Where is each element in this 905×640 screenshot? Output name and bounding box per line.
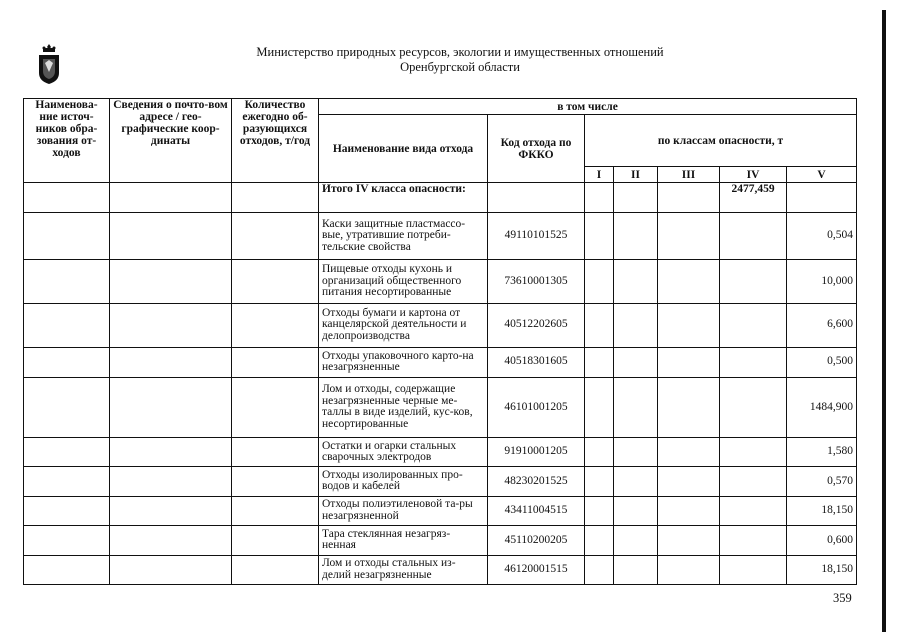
total-class-4: 2477,459 xyxy=(720,183,787,212)
header-quantity: Количество ежегодно об-разующихся отходов, т/год xyxy=(232,99,319,183)
class-5-value: 1484,900 xyxy=(787,377,857,437)
waste-name: Отходы полиэтиленовой та-ры незагрязненной xyxy=(319,496,488,525)
waste-code: 43411004515 xyxy=(488,496,585,525)
page-number: 359 xyxy=(833,591,852,605)
table-row xyxy=(24,260,857,304)
ministry-name: Министерство природных ресурсов, экологии и имущественных отношений xyxy=(256,45,664,59)
total-label: Итого IV класса опасности: xyxy=(319,183,488,212)
waste-code: 40518301605 xyxy=(488,347,585,377)
class-5-value: 10,000 xyxy=(787,260,857,304)
class-5-value: 0,570 xyxy=(787,467,857,496)
header-address: Сведения о почто-вом адресе / гео-графические коор-динаты xyxy=(110,99,232,183)
region-name: Оренбургской области xyxy=(400,60,520,74)
document-header xyxy=(150,45,770,75)
table-row xyxy=(24,496,857,525)
class-5-value: 6,600 xyxy=(787,303,857,347)
waste-code: 46101001205 xyxy=(488,377,585,437)
waste-name: Лом и отходы, содержащие незагрязненные черные ме-таллы в виде изделий, кус-ков, несортированные xyxy=(319,377,488,437)
waste-name: Отходы изолированных про-водов и кабелей xyxy=(319,467,488,496)
table-row xyxy=(24,303,857,347)
header-by-classes: по классам опасности, т xyxy=(585,115,857,167)
header-class-3: III xyxy=(658,166,720,182)
table-row xyxy=(24,467,857,496)
waste-name: Остатки и огарки стальных сварочных электродов xyxy=(319,437,488,466)
class-5-value: 18,150 xyxy=(787,496,857,525)
class-5-value: 0,500 xyxy=(787,347,857,377)
header-class-1: I xyxy=(585,166,614,182)
table-row xyxy=(24,526,857,555)
header-waste-code: Код отхода по ФККО xyxy=(488,115,585,183)
waste-name: Лом и отходы стальных из-делий незагрязненные xyxy=(319,555,488,585)
header-waste-name: Наименование вида отхода xyxy=(319,115,488,183)
waste-code: 48230201525 xyxy=(488,467,585,496)
table-row xyxy=(24,347,857,377)
waste-name: Отходы бумаги и картона от канцелярской деятельности и делопроизводства xyxy=(319,303,488,347)
table-row xyxy=(24,555,857,585)
header-class-5: V xyxy=(787,166,857,182)
table-row xyxy=(24,377,857,437)
total-row xyxy=(24,183,857,212)
waste-table xyxy=(23,98,857,585)
waste-code: 49110101525 xyxy=(488,212,585,260)
table-row xyxy=(24,437,857,466)
table-row xyxy=(24,212,857,260)
waste-code: 91910001205 xyxy=(488,437,585,466)
class-5-value: 18,150 xyxy=(787,555,857,585)
waste-code: 73610001305 xyxy=(488,260,585,304)
header-class-2: II xyxy=(614,166,658,182)
coat-of-arms-icon xyxy=(37,43,61,85)
class-5-value: 1,580 xyxy=(787,437,857,466)
header-source: Наименова-ние источ-ников обра-зования от-ходов xyxy=(24,99,110,183)
waste-code: 46120001515 xyxy=(488,555,585,585)
waste-name: Пищевые отходы кухонь и организаций общественного питания несортированные xyxy=(319,260,488,304)
header-class-4: IV xyxy=(720,166,787,182)
waste-code: 40512202605 xyxy=(488,303,585,347)
waste-name: Каски защитные пластмассо-вые, утратившие потреби-тельские свойства xyxy=(319,212,488,260)
class-5-value: 0,504 xyxy=(787,212,857,260)
class-5-value: 0,600 xyxy=(787,526,857,555)
waste-name: Отходы упаковочного карто-на незагрязненные xyxy=(319,347,488,377)
waste-code: 45110200205 xyxy=(488,526,585,555)
header-including: в том числе xyxy=(319,99,857,115)
waste-name: Тара стеклянная незагряз-ненная xyxy=(319,526,488,555)
scan-edge-bar xyxy=(882,10,886,632)
